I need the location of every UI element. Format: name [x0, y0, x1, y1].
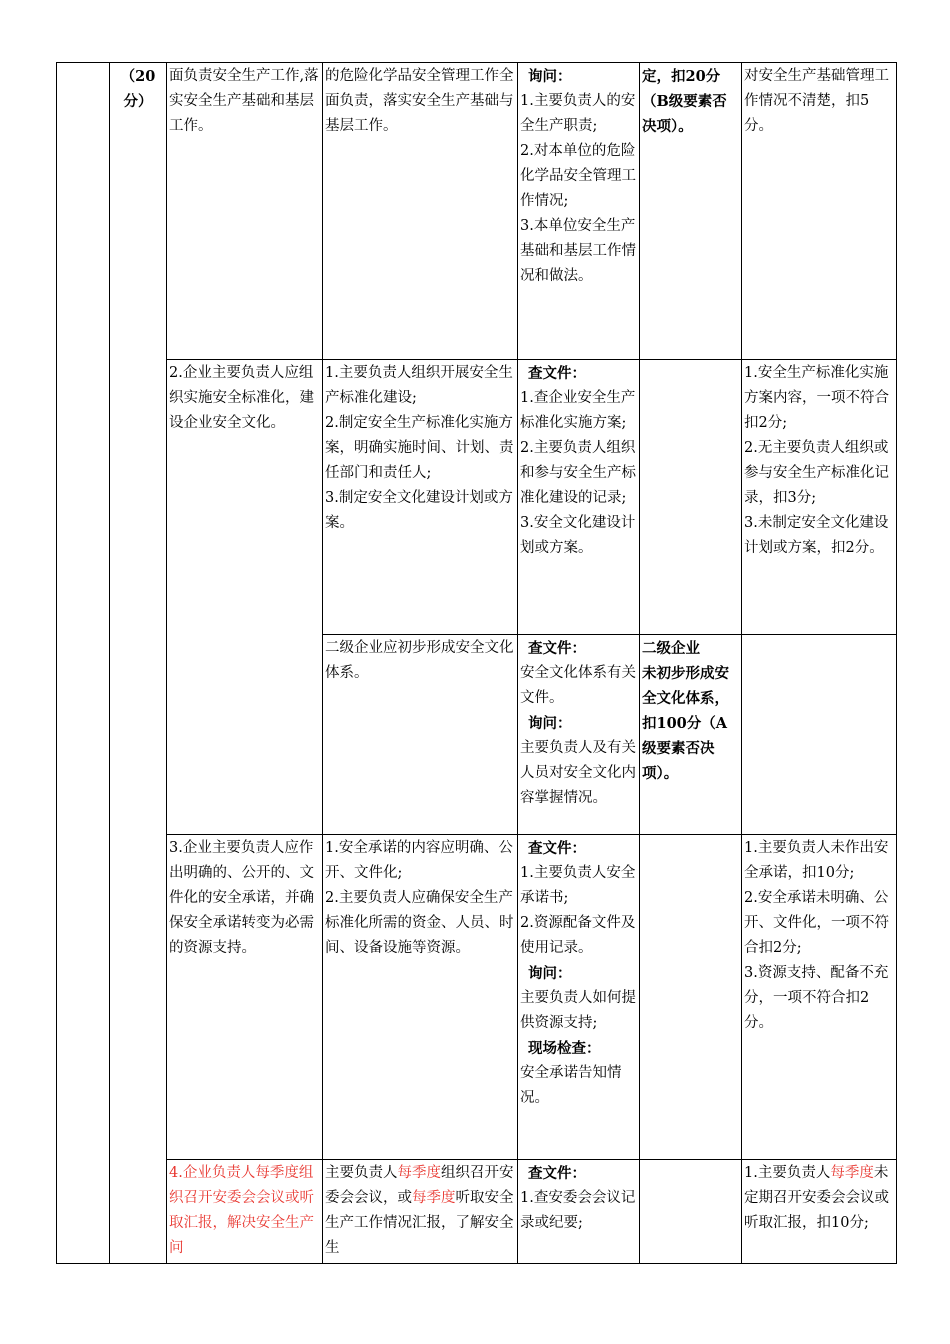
- method-cell: [518, 360, 640, 635]
- score-cell: [742, 635, 897, 835]
- method-header: 查文件：: [528, 365, 586, 382]
- item-red-text: 企业负责人每季度组织召开安委会会议或听取汇报，解决安全生产问: [169, 1165, 314, 1256]
- method-header: 询问：: [528, 68, 572, 85]
- method-cell: [518, 63, 640, 360]
- table-row: [57, 835, 897, 1160]
- method-header: 查文件：: [528, 1165, 586, 1182]
- score-cell: [742, 1160, 897, 1264]
- content-part-red: 每季度: [397, 1165, 441, 1181]
- veto-cell: [640, 835, 742, 1160]
- item-cell: 3.企业主要负责人应作出明确的、公开的、文件化的安全承诺，并确保安全承诺转变为必需的资源支持。: [167, 835, 323, 1160]
- content-cell: 二级企业应初步形成安全文化体系。: [323, 635, 518, 835]
- method-line: 主要负责人如何提供资源支持;: [520, 990, 636, 1031]
- score-cell: 对安全生产基础管理工作情况不清楚，扣5分。: [742, 63, 897, 360]
- score-total-cell: （20分）: [110, 63, 167, 1264]
- score-part: 未定期召开安委会会议或听取汇报，扣10分;: [744, 1165, 889, 1231]
- method-line: 3.本单位安全生产基础和基层工作情况和做法。: [520, 218, 636, 284]
- score-part: 1.主要负责人: [744, 1165, 831, 1181]
- score-cell: 1.主要负责人未作出安全承诺，扣10分; 2.安全承诺未明确、公开、文件化，一项不符合扣2分; 3.资源支持、配备不充分，一项不符合扣2分。: [742, 835, 897, 1160]
- method-header: 查文件：: [528, 640, 586, 657]
- method-line: 主要负责人及有关人员对安全文化内容掌握情况。: [520, 740, 636, 806]
- method-cell: [518, 635, 640, 835]
- assessment-table: [56, 62, 897, 1264]
- item-cell: 2.企业主要负责人应组织实施安全标准化，建设企业安全文化。: [167, 360, 323, 835]
- method-line: 1.查安委会会议记录或纪要;: [520, 1190, 636, 1231]
- content-cell: 1.安全承诺的内容应明确、公开、文件化; 2.主要负责人应确保安全生产标准化所需的资金、人员、时间、设备设施等资源。: [323, 835, 518, 1160]
- veto-cell: 定，扣20分（B级要素否决项）。: [640, 63, 742, 360]
- method-header: 查文件：: [528, 840, 586, 857]
- table-row: [57, 63, 897, 360]
- table-row: [57, 1160, 897, 1264]
- content-part: 主要负责人: [325, 1165, 398, 1181]
- method-line: 1.查企业安全生产标准化实施方案;: [520, 390, 636, 431]
- veto-cell: 二级企业 未初步形成安全文化体系，扣100分（A级要素否决项）。: [640, 635, 742, 835]
- table-row: [57, 360, 897, 635]
- veto-cell: [640, 360, 742, 635]
- method-cell: [518, 1160, 640, 1264]
- item-cell: [167, 1160, 323, 1264]
- method-line: 2.对本单位的危险化学品安全管理工作情况;: [520, 143, 636, 209]
- method-line: 3.安全文化建设计划或方案。: [520, 515, 636, 556]
- content-part-red: 每季度: [412, 1190, 456, 1206]
- method-header: 现场检查：: [528, 1040, 601, 1057]
- score-part-red: 每季度: [830, 1165, 874, 1181]
- method-line: 安全承诺告知情况。: [520, 1065, 622, 1106]
- method-line: 1.主要负责人的安全生产职责;: [520, 93, 636, 134]
- method-line: 2.主要负责人组织和参与安全生产标准化建设的记录;: [520, 440, 636, 506]
- content-part: 组织召开安委会会议，或: [325, 1165, 514, 1206]
- content-part: 听取安全生产工作情况汇报，了解安全生: [325, 1190, 514, 1256]
- method-header: 询问：: [528, 965, 572, 982]
- content-cell: [323, 1160, 518, 1264]
- item-cell: 面负责安全生产工作,落实安全生产基础和基层工作。: [167, 63, 323, 360]
- content-cell: 1.主要负责人组织开展安全生产标准化建设; 2.制定安全生产标准化实施方案，明确实施时间、计划、责任部门和责任人; 3.制定安全文化建设计划或方案。: [323, 360, 518, 635]
- blank-category-cell: [57, 63, 110, 1264]
- content-cell: 的危险化学品安全管理工作全面负责，落实安全生产基础与基层工作。: [323, 63, 518, 360]
- method-line: 1.主要负责人安全承诺书;: [520, 865, 636, 906]
- method-header: 询问：: [528, 715, 572, 732]
- method-line: 2.资源配备文件及使用记录。: [520, 915, 636, 956]
- veto-cell: [640, 1160, 742, 1264]
- method-line: 安全文化体系有关文件。: [520, 665, 636, 706]
- item-prefix: 4.: [169, 1165, 183, 1181]
- method-cell: [518, 835, 640, 1160]
- score-cell: 1.安全生产标准化实施方案内容，一项不符合扣2分; 2.无主要负责人组织或参与安全生产标准化记录，扣3分; 3.未制定安全文化建设计划或方案，扣2分。: [742, 360, 897, 635]
